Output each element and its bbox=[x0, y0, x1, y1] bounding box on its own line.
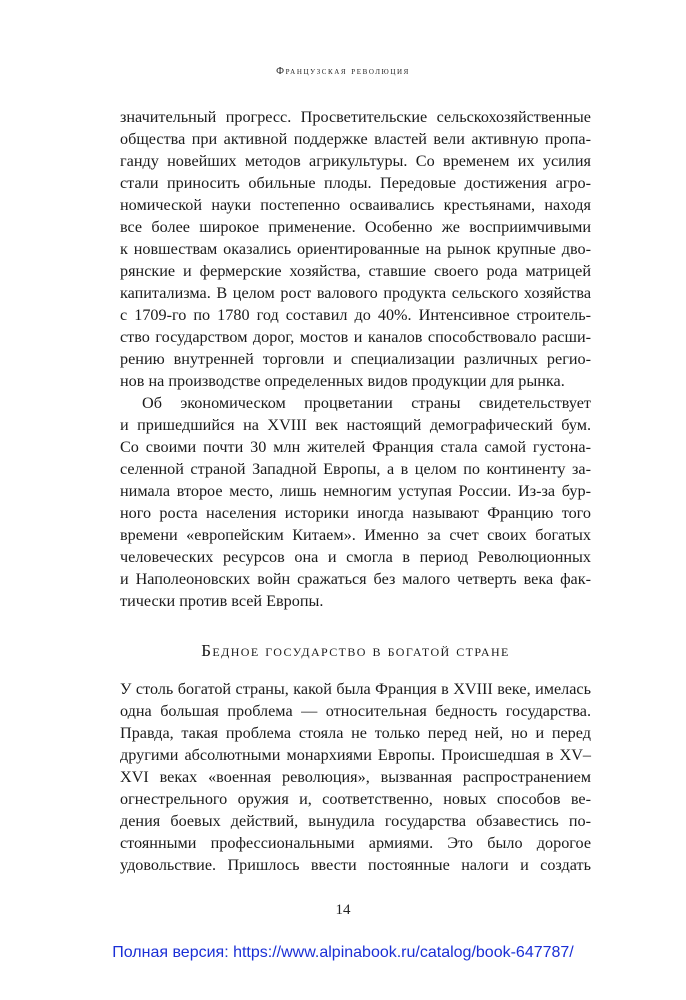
text-line: тически против всей Европы. bbox=[120, 592, 324, 610]
text-line: рению внутренней торговли и специализации различных регио- bbox=[120, 350, 591, 368]
text-line: и пришедшийся на XVIII век настоящий демографический бум. bbox=[120, 416, 591, 434]
running-head: Французская революция bbox=[276, 66, 410, 77]
text-line: дения боевых действий, вынудила государства обзавестись по- bbox=[120, 812, 591, 830]
text-line: У столь богатой страны, какой была Франция в XVIII веке, имелась bbox=[120, 680, 591, 698]
text-line: одна большая проблема — относительная бедность государства. bbox=[120, 702, 591, 720]
page-number: 14 bbox=[335, 902, 351, 918]
text-line: общества при активной поддержке властей вели активную пропа- bbox=[120, 130, 591, 148]
text-line: номической науки постепенно осваивались крестьянами, находя bbox=[120, 196, 591, 214]
text-line: нов на производстве определенных видов продукции для рынка. bbox=[120, 372, 565, 390]
full-version-link[interactable]: Полная версия: https://www.alpinabook.ru/catalog/book-647787/ bbox=[112, 944, 574, 961]
paragraph-3 bbox=[120, 678, 591, 876]
text-line: и Наполеоновских войн сражаться без малого четверть века фак- bbox=[120, 570, 591, 588]
text-line: ного роста населения историки иногда называют Францию того bbox=[120, 504, 591, 522]
text-line: селенной страной Западной Европы, а в целом по континенту за- bbox=[120, 460, 591, 478]
text-line: все более широкое применение. Особенно же восприимчивыми bbox=[120, 218, 591, 236]
paragraph-1 bbox=[120, 106, 591, 392]
text-line: стоянными профессиональными армиями. Это было дорогое bbox=[120, 834, 591, 852]
text-line: рянские и фермерские хозяйства, ставшие своего рода матрицей bbox=[120, 262, 591, 280]
text-line: с 1709-го по 1780 год составил до 40%. Интенсивное строитель- bbox=[120, 306, 591, 324]
text-line: стали приносить обильные плоды. Передовые достижения агро- bbox=[120, 174, 591, 192]
text-line: Со своими почти 30 млн жителей Франция стала самой густона- bbox=[120, 438, 591, 456]
text-line: к новшествам оказались ориентированные на рынок крупные дво- bbox=[120, 240, 591, 258]
text-line: капитализма. В целом рост валового продукта сельского хозяйства bbox=[120, 284, 591, 302]
text-line: человеческих ресурсов она и смогла в период Революционных bbox=[120, 548, 591, 566]
text-line: ство государством дорог, мостов и каналов способствовало расши- bbox=[120, 328, 591, 346]
section-heading: Бедное государство в богатой стране bbox=[201, 641, 510, 660]
paragraph-2 bbox=[120, 392, 591, 612]
text-line: времени «европейским Китаем». Именно за счет своих богатых bbox=[120, 526, 591, 544]
text-line: Об экономическом процветании страны свидетельствует bbox=[142, 394, 591, 412]
text-line: огнестрельного оружия и, соответственно, новых способов ве- bbox=[120, 790, 591, 808]
text-line: Правда, такая проблема стояла не только перед ней, но и перед bbox=[120, 724, 591, 742]
text-line: ганду новейших методов агрикультуры. Со временем их усилия bbox=[120, 152, 591, 170]
text-line: XVI веках «военная революция», вызванная распространением bbox=[120, 768, 591, 786]
text-line: нимала второе место, лишь немногим уступая России. Из-за бур- bbox=[120, 482, 591, 500]
text-line: удовольствие. Пришлось ввести постоянные налоги и создать bbox=[120, 856, 591, 874]
text-line: значительный прогресс. Просветительские сельскохозяйственные bbox=[120, 108, 591, 126]
text-line: другими абсолютными монархиями Европы. Происшедшая в XV– bbox=[120, 746, 591, 764]
